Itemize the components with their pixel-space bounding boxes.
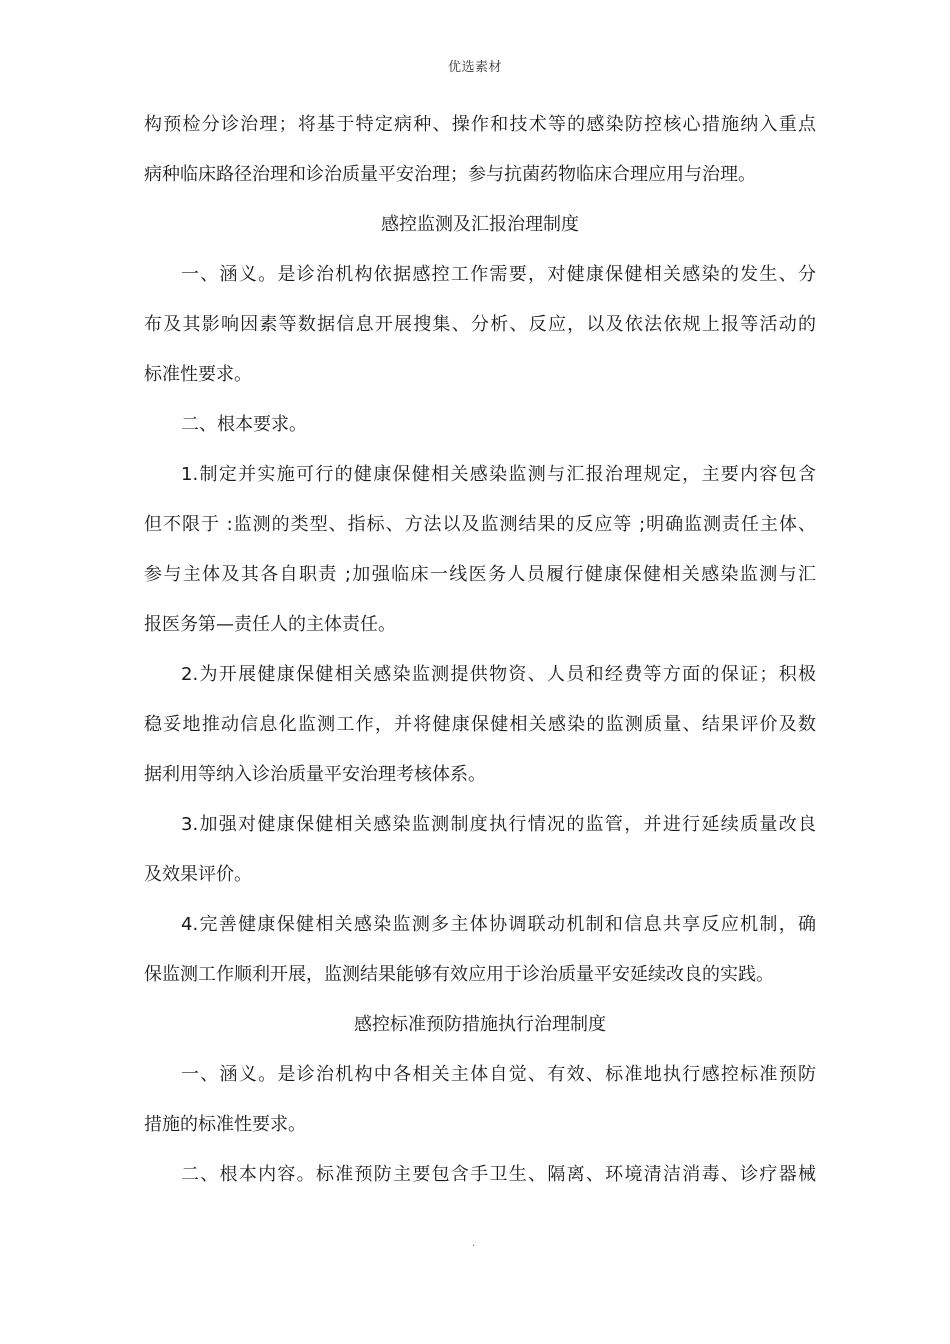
body-line: 一、涵义。是诊治机构依据感控工作需要，对健康保健相关感染的发生、分 bbox=[181, 264, 816, 285]
document-body bbox=[144, 108, 816, 1208]
body-line: 二、根本内容。标准预防主要包含手卫生、隔离、环境清洁消毒、诊疗器械 bbox=[181, 1164, 816, 1185]
page-footer-mark: . bbox=[472, 1238, 476, 1249]
body-line: 构预检分诊治理；将基于特定病种、操作和技术等的感染防控核心措施纳入重点 bbox=[144, 114, 816, 135]
body-line: 标准性要求。 bbox=[144, 364, 252, 385]
body-line: 病种临床路径治理和诊治质量平安治理；参与抗菌药物临床合理应用与治理。 bbox=[144, 164, 756, 185]
body-line: 及效果评价。 bbox=[144, 864, 252, 885]
body-line: 4.完善健康保健相关感染监测多主体协调联动机制和信息共享反应机制，确 bbox=[181, 914, 816, 935]
body-line: 报医务第—责任人的主体责任。 bbox=[144, 614, 396, 635]
body-line: 据利用等纳入诊治质量平安治理考核体系。 bbox=[144, 764, 486, 785]
body-line: 但不限于 :监测的类型、指标、方法以及监测结果的反应等 ;明确监测责任主体、 bbox=[144, 514, 816, 535]
body-line: 保监测工作顺利开展，监测结果能够有效应用于诊治质量平安延续改良的实践。 bbox=[144, 964, 774, 985]
section-heading: 感控监测及汇报治理制度 bbox=[381, 214, 579, 235]
body-line: 布及其影响因素等数据信息开展搜集、分析、反应，以及依法依规上报等活动的 bbox=[144, 314, 816, 335]
body-line: 一、涵义。是诊治机构中各相关主体自觉、有效、标准地执行感控标准预防 bbox=[181, 1064, 816, 1085]
body-line: 措施的标准性要求。 bbox=[144, 1114, 306, 1135]
section-heading: 感控标准预防措施执行治理制度 bbox=[354, 1014, 606, 1035]
body-line: 参与主体及其各自职责 ;加强临床一线医务人员履行健康保健相关感染监测与汇 bbox=[144, 564, 816, 585]
page-header: 优选素材 bbox=[447, 60, 502, 75]
body-line: 稳妥地推动信息化监测工作，并将健康保健相关感染的监测质量、结果评价及数 bbox=[144, 714, 816, 735]
body-line: 二、根本要求。 bbox=[181, 414, 307, 435]
body-line: 3.加强对健康保健相关感染监测制度执行情况的监管，并进行延续质量改良 bbox=[181, 814, 816, 835]
body-line: 1.制定并实施可行的健康保健相关感染监测与汇报治理规定，主要内容包含 bbox=[181, 464, 816, 485]
body-line: 2.为开展健康保健相关感染监测提供物资、人员和经费等方面的保证；积极 bbox=[181, 664, 816, 685]
